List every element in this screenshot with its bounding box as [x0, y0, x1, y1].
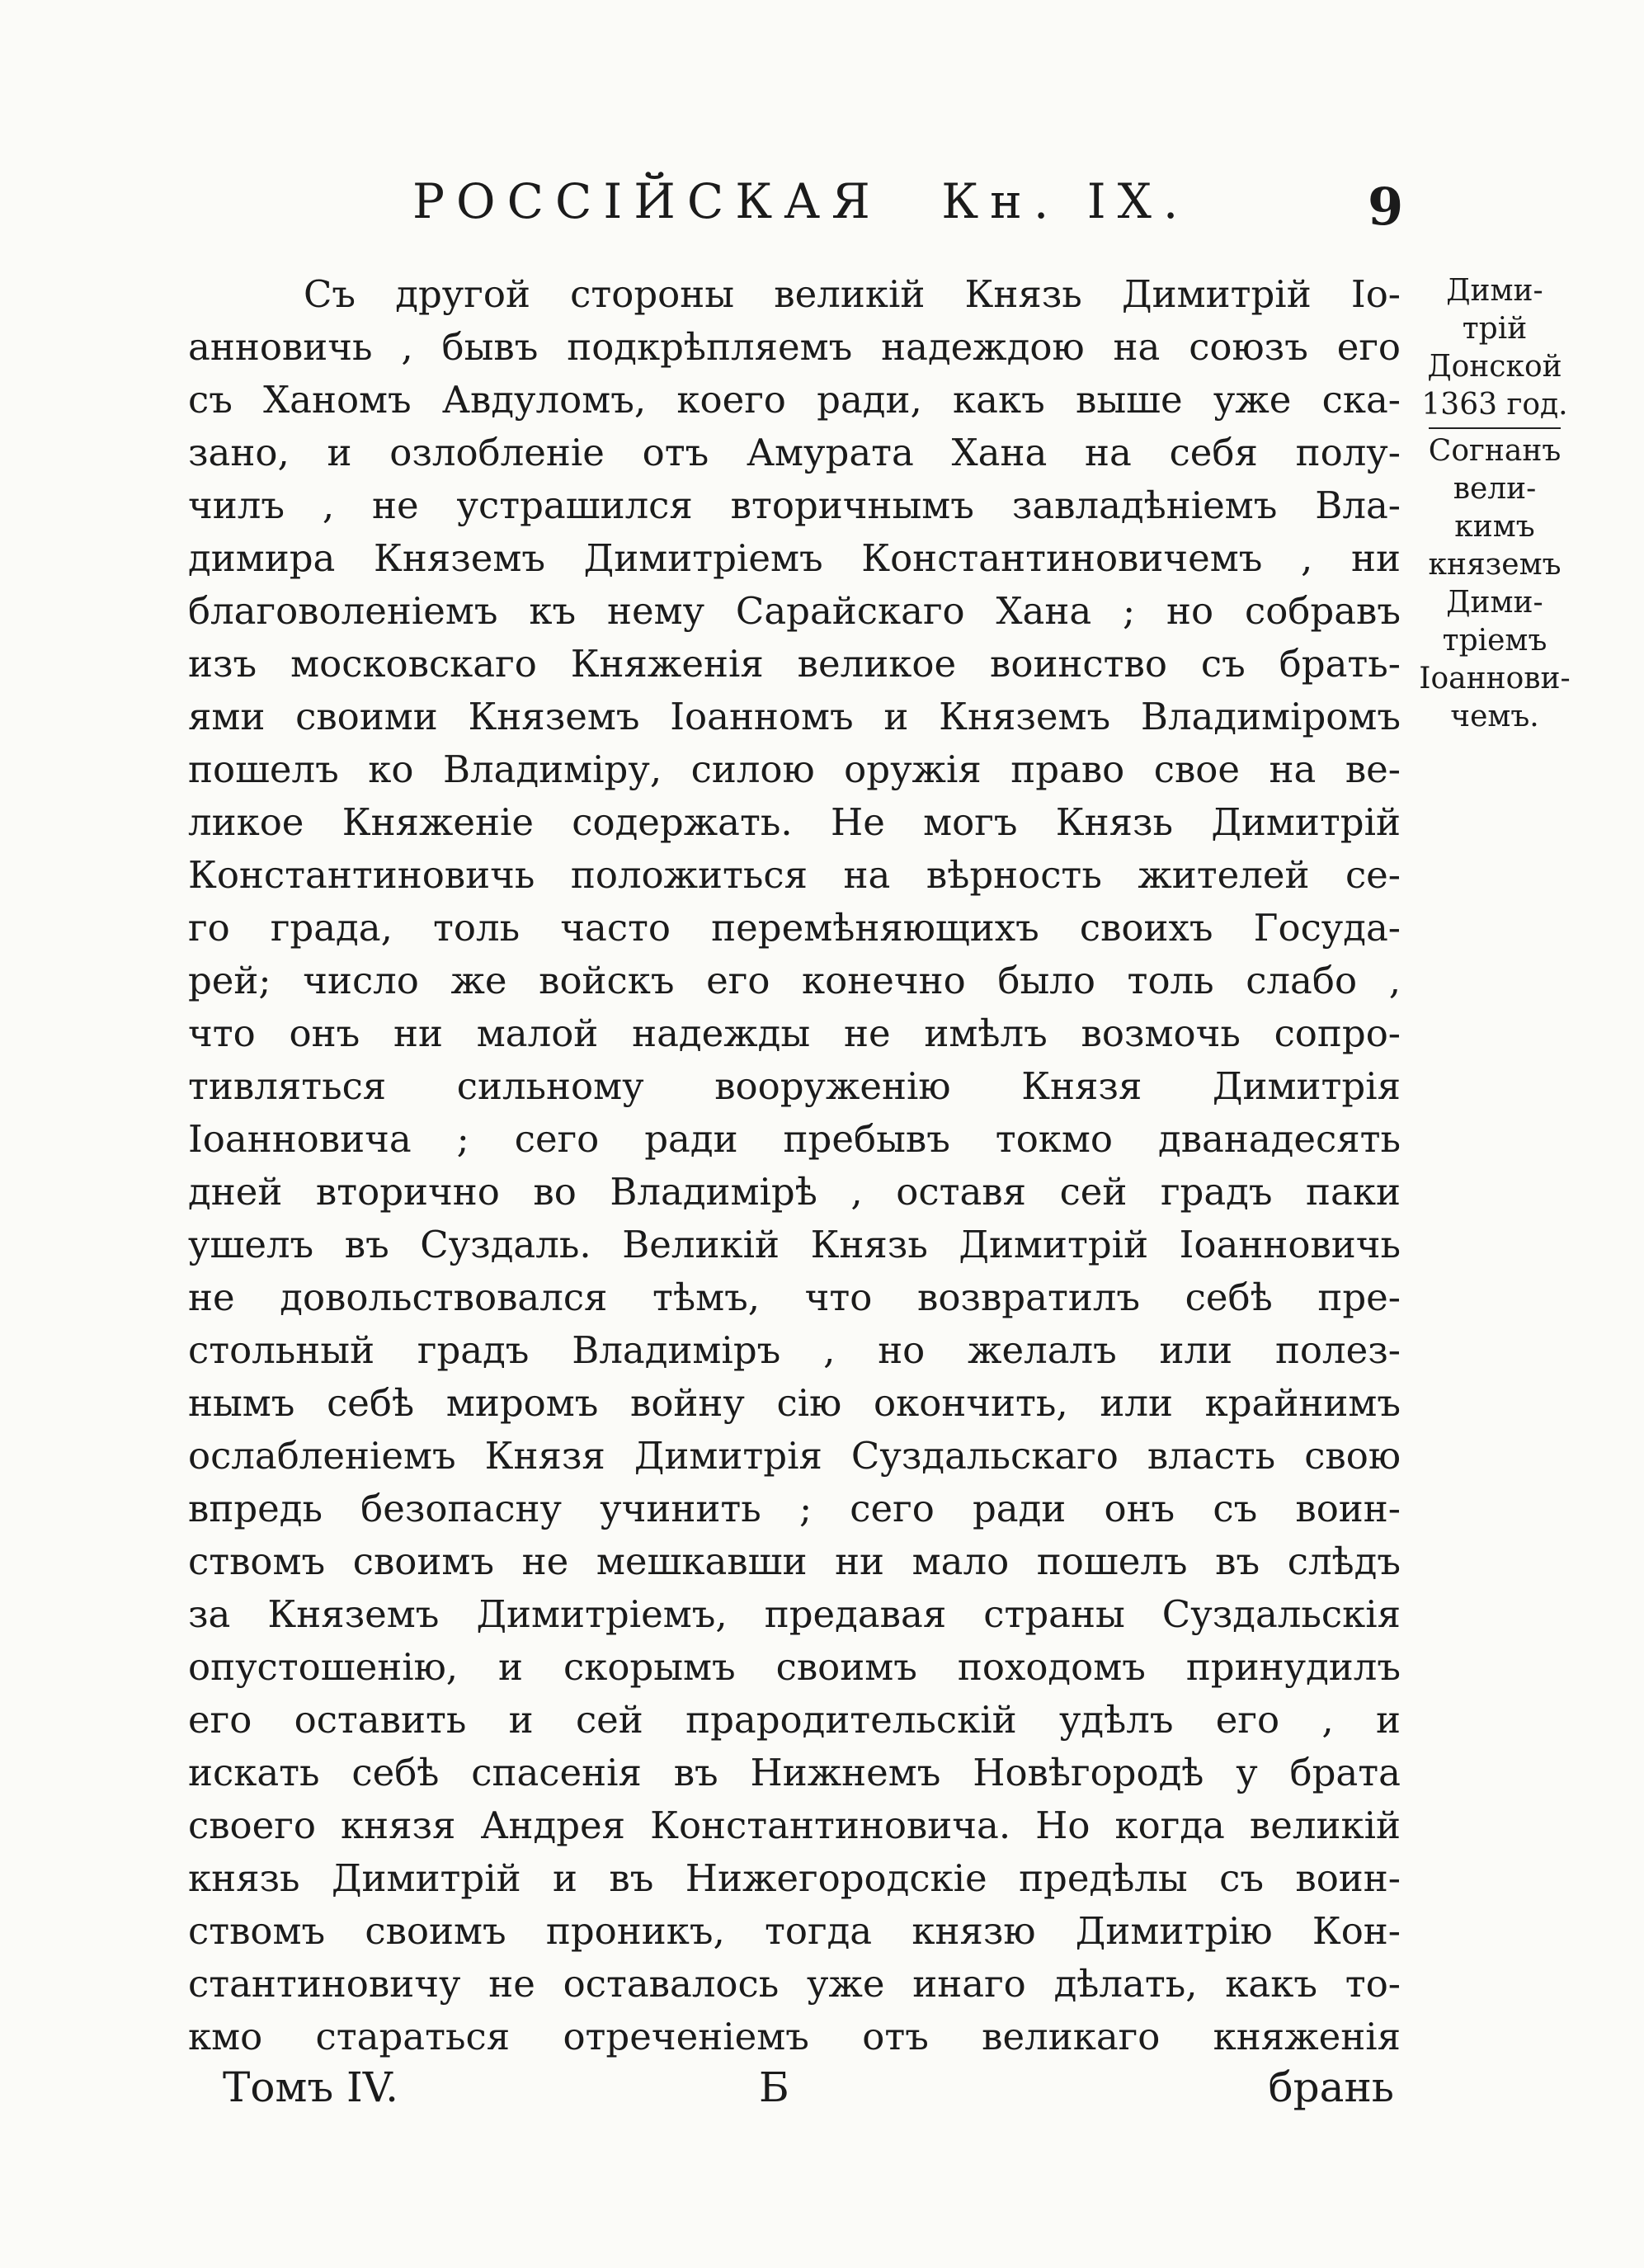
margin-note-line: Согнанъ: [1428, 434, 1562, 468]
text-line: димира Княземъ Димитріемъ Константиновичемъ , ни: [188, 536, 1401, 580]
text-line: стольный градъ Владиміръ , но желалъ или полез-: [188, 1328, 1401, 1372]
text-line: анновичь , бывъ подкрѣпляемъ надеждою на союзъ его: [188, 325, 1401, 369]
text-line: ствомъ своимъ проникъ, тогда князю Димитрію Кон-: [188, 1909, 1401, 1953]
main-text: [188, 268, 1401, 2063]
text-line: зано, и озлобленіе отъ Амурата Хана на себя полу-: [188, 431, 1401, 474]
text-line: что онъ ни малой надежды не имѣлъ возмочь сопро-: [188, 1011, 1401, 1055]
margin-note-line: трій: [1462, 312, 1528, 346]
text-line: впредь безопасну учинить ; сего ради онъ съ воин-: [188, 1487, 1401, 1530]
margin-note-line: кимъ: [1454, 510, 1535, 544]
text-line: благоволеніемъ къ нему Сарайскаго Хана ; но собравъ: [188, 589, 1401, 633]
margin-note-line: вели-: [1453, 472, 1537, 506]
page-number: 9: [1368, 177, 1404, 237]
margin-note-line: княземъ: [1428, 548, 1562, 582]
signature-mark: Б: [759, 2063, 789, 2111]
text-line: дней вторично во Владимірѣ , оставя сей градъ паки: [188, 1170, 1401, 1214]
text-line: своего князя Андрея Константиновича. Но когда великій: [188, 1804, 1401, 1847]
text-line: ствомъ своимъ не мешкавши ни мало пошелъ въ слѣдъ: [188, 1540, 1401, 1583]
volume-label: Томъ IV.: [223, 2063, 399, 2111]
text-line: ослабленіемъ Князя Димитрія Суздальскаго власть свою: [188, 1434, 1401, 1478]
text-line: за Княземъ Димитріемъ, предавая страны Суздальскія: [188, 1592, 1401, 1636]
text-line: рей; число же войскъ его конечно было толь слабо ,: [188, 959, 1401, 1002]
text-line: изъ московскаго Княженія великое воинство съ брать-: [188, 642, 1401, 686]
text-line: кмо стараться отреченіемъ отъ великаго княженія: [188, 2015, 1401, 2058]
margin-note-line: чемъ.: [1450, 700, 1539, 733]
text-line: Іоанновича ; сего ради пребывъ токмо дванадесять: [188, 1117, 1401, 1161]
margin-note-line: Іоаннови-: [1419, 662, 1571, 695]
margin-note-line: тріемъ: [1442, 624, 1547, 658]
text-line: ликое Княженіе содержать. Не могъ Князь Димитрій: [188, 800, 1401, 844]
text-line: Константиновичь положиться на вѣрность жителей се-: [188, 853, 1401, 897]
text-line: ушелъ въ Суздаль. Великій Князь Димитрій Іоанновичь: [188, 1223, 1401, 1266]
margin-note-line: Дими-: [1446, 274, 1543, 308]
text-line: стантиновичу не оставалось уже инаго дѣлать, какъ то-: [188, 1962, 1401, 2006]
text-line: ями своими Княземъ Іоанномъ и Княземъ Владиміромъ: [188, 695, 1401, 738]
text-line: его оставить и сей прародительскій удѣлъ его , и: [188, 1698, 1401, 1742]
text-line: князь Димитрій и въ Нижегородскіе предѣлы съ воин-: [188, 1856, 1401, 1900]
margin-note-line: 1363 год.: [1421, 388, 1568, 422]
text-line: нымъ себѣ миромъ войну сію окончить, или крайнимъ: [188, 1381, 1401, 1425]
text-line: Съ другой стороны великій Князь Димитрій Іо-: [304, 272, 1401, 316]
margin-note: [1412, 272, 1577, 736]
header-title: РОССІЙСКАЯ: [412, 173, 882, 229]
text-line: го града, толь часто перемѣняющихъ своихъ Госуда-: [188, 906, 1401, 950]
text-line: не довольствовался тѣмъ, что возвратилъ себѣ пре-: [188, 1275, 1401, 1319]
page-footer: [223, 2058, 1394, 2116]
text-line: пошелъ ко Владиміру, силою оружія право свое на ве-: [188, 747, 1401, 791]
margin-divider: [1429, 427, 1561, 429]
text-line: съ Ханомъ Авдуломъ, коего ради, какъ выше уже ска-: [188, 378, 1401, 422]
text-line: чилъ , не устрашился вторичнымъ завладѣніемъ Вла-: [188, 483, 1401, 527]
margin-note-line: Дими-: [1446, 586, 1543, 620]
margin-note-line: Донской: [1427, 350, 1562, 384]
text-line: тивляться сильному вооруженію Князя Димитрія: [188, 1064, 1401, 1108]
text-line: опустошенію, и скорымъ своимъ походомъ принудилъ: [188, 1645, 1401, 1689]
header-book: Кн. IX.: [941, 173, 1190, 229]
catchword: брань: [1268, 2063, 1394, 2111]
running-header: [412, 173, 1222, 229]
text-line: искать себѣ спасенія въ Нижнемъ Новѣгородѣ у брата: [188, 1751, 1401, 1794]
